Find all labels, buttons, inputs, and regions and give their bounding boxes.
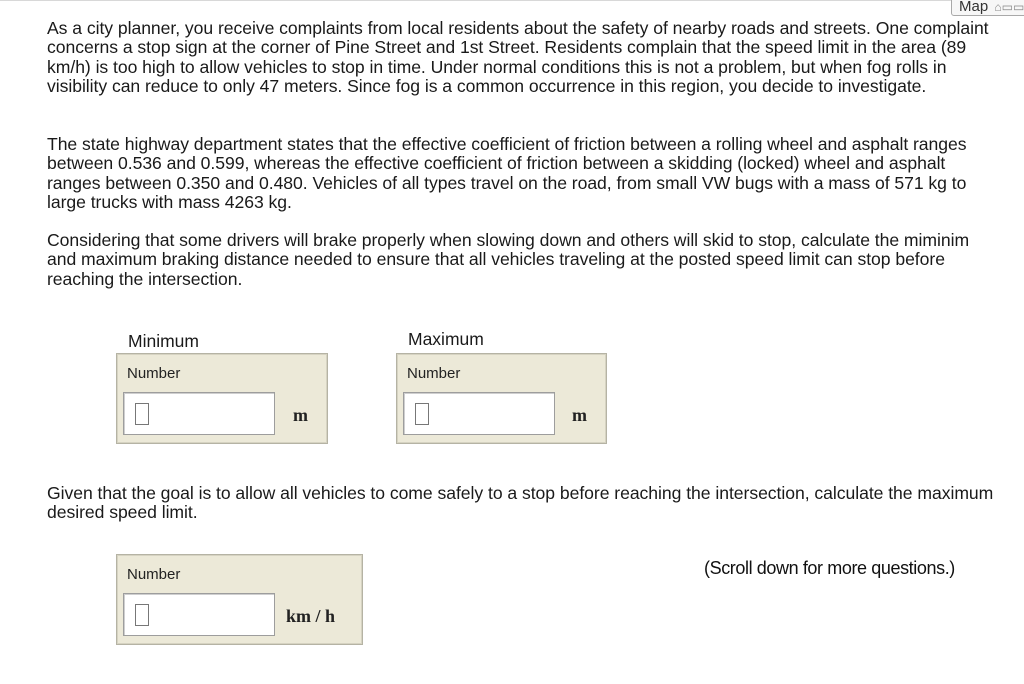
speed-limit-unit: km / h [286,606,336,626]
maximum-distance-input[interactable] [403,392,555,435]
map-button-label: Map [959,0,989,15]
scroll-note: (Scroll down for more questions.) [704,558,955,578]
maximum-unit: m [572,405,587,425]
speed-limit-answer-box [116,554,363,645]
speed-limit-input[interactable] [123,593,275,636]
input-cursor [415,403,429,425]
map-icon: ⌂▭▭ [994,0,1024,14]
speed-limit-number-caption: Number [127,566,181,583]
maximum-heading: Maximum [408,329,484,349]
question-speed-limit: Given that the goal is to allow all vehicles to come safely to a stop before reaching the intersection, calculate the maximum desired speed limit. [47,483,994,523]
minimum-heading: Minimum [128,331,199,351]
question-braking-distance: Considering that some drivers will brake properly when slowing down and others will skid to stop, calculate the miminim and maximum braking distance needed to ensure that all vehicles traveling at the posted speed limit can stop before reaching the intersection. [47,230,970,289]
intro-paragraph: As a city planner, you receive complaints from local residents about the safety of nearby roads and streets. One complaint concerns a stop sign at the corner of Pine Street and 1st Street. Residents complain that the speed limit in the area (89 km/h) is too high to allow vehicles to stop in time. Under normal conditions this is not a problem, but when fog rolls in visibility can reduce to only 47 meters. Since fog is a common occurrence in this region, you decide to investigate. [47,18,989,97]
minimum-distance-input[interactable] [123,392,275,435]
input-cursor [135,403,149,425]
top-divider [0,0,955,1]
friction-paragraph: The state highway department states that the effective coefficient of friction between a rolling wheel and asphalt ranges between 0.536 and 0.599, whereas the effective coefficient of friction between a skidding (locked) wheel and asphalt ranges between 0.350 and 0.480. Vehicles of all types travel on the road, from small VW bugs with a mass of 571 kg to large trucks with mass 4263 kg. [47,134,967,213]
minimum-answer-box [116,353,328,444]
map-button[interactable] [951,0,1024,16]
minimum-unit: m [293,405,308,425]
maximum-number-caption: Number [407,365,461,382]
input-cursor [135,604,149,626]
minimum-number-caption: Number [127,365,181,382]
maximum-answer-box [396,353,607,444]
